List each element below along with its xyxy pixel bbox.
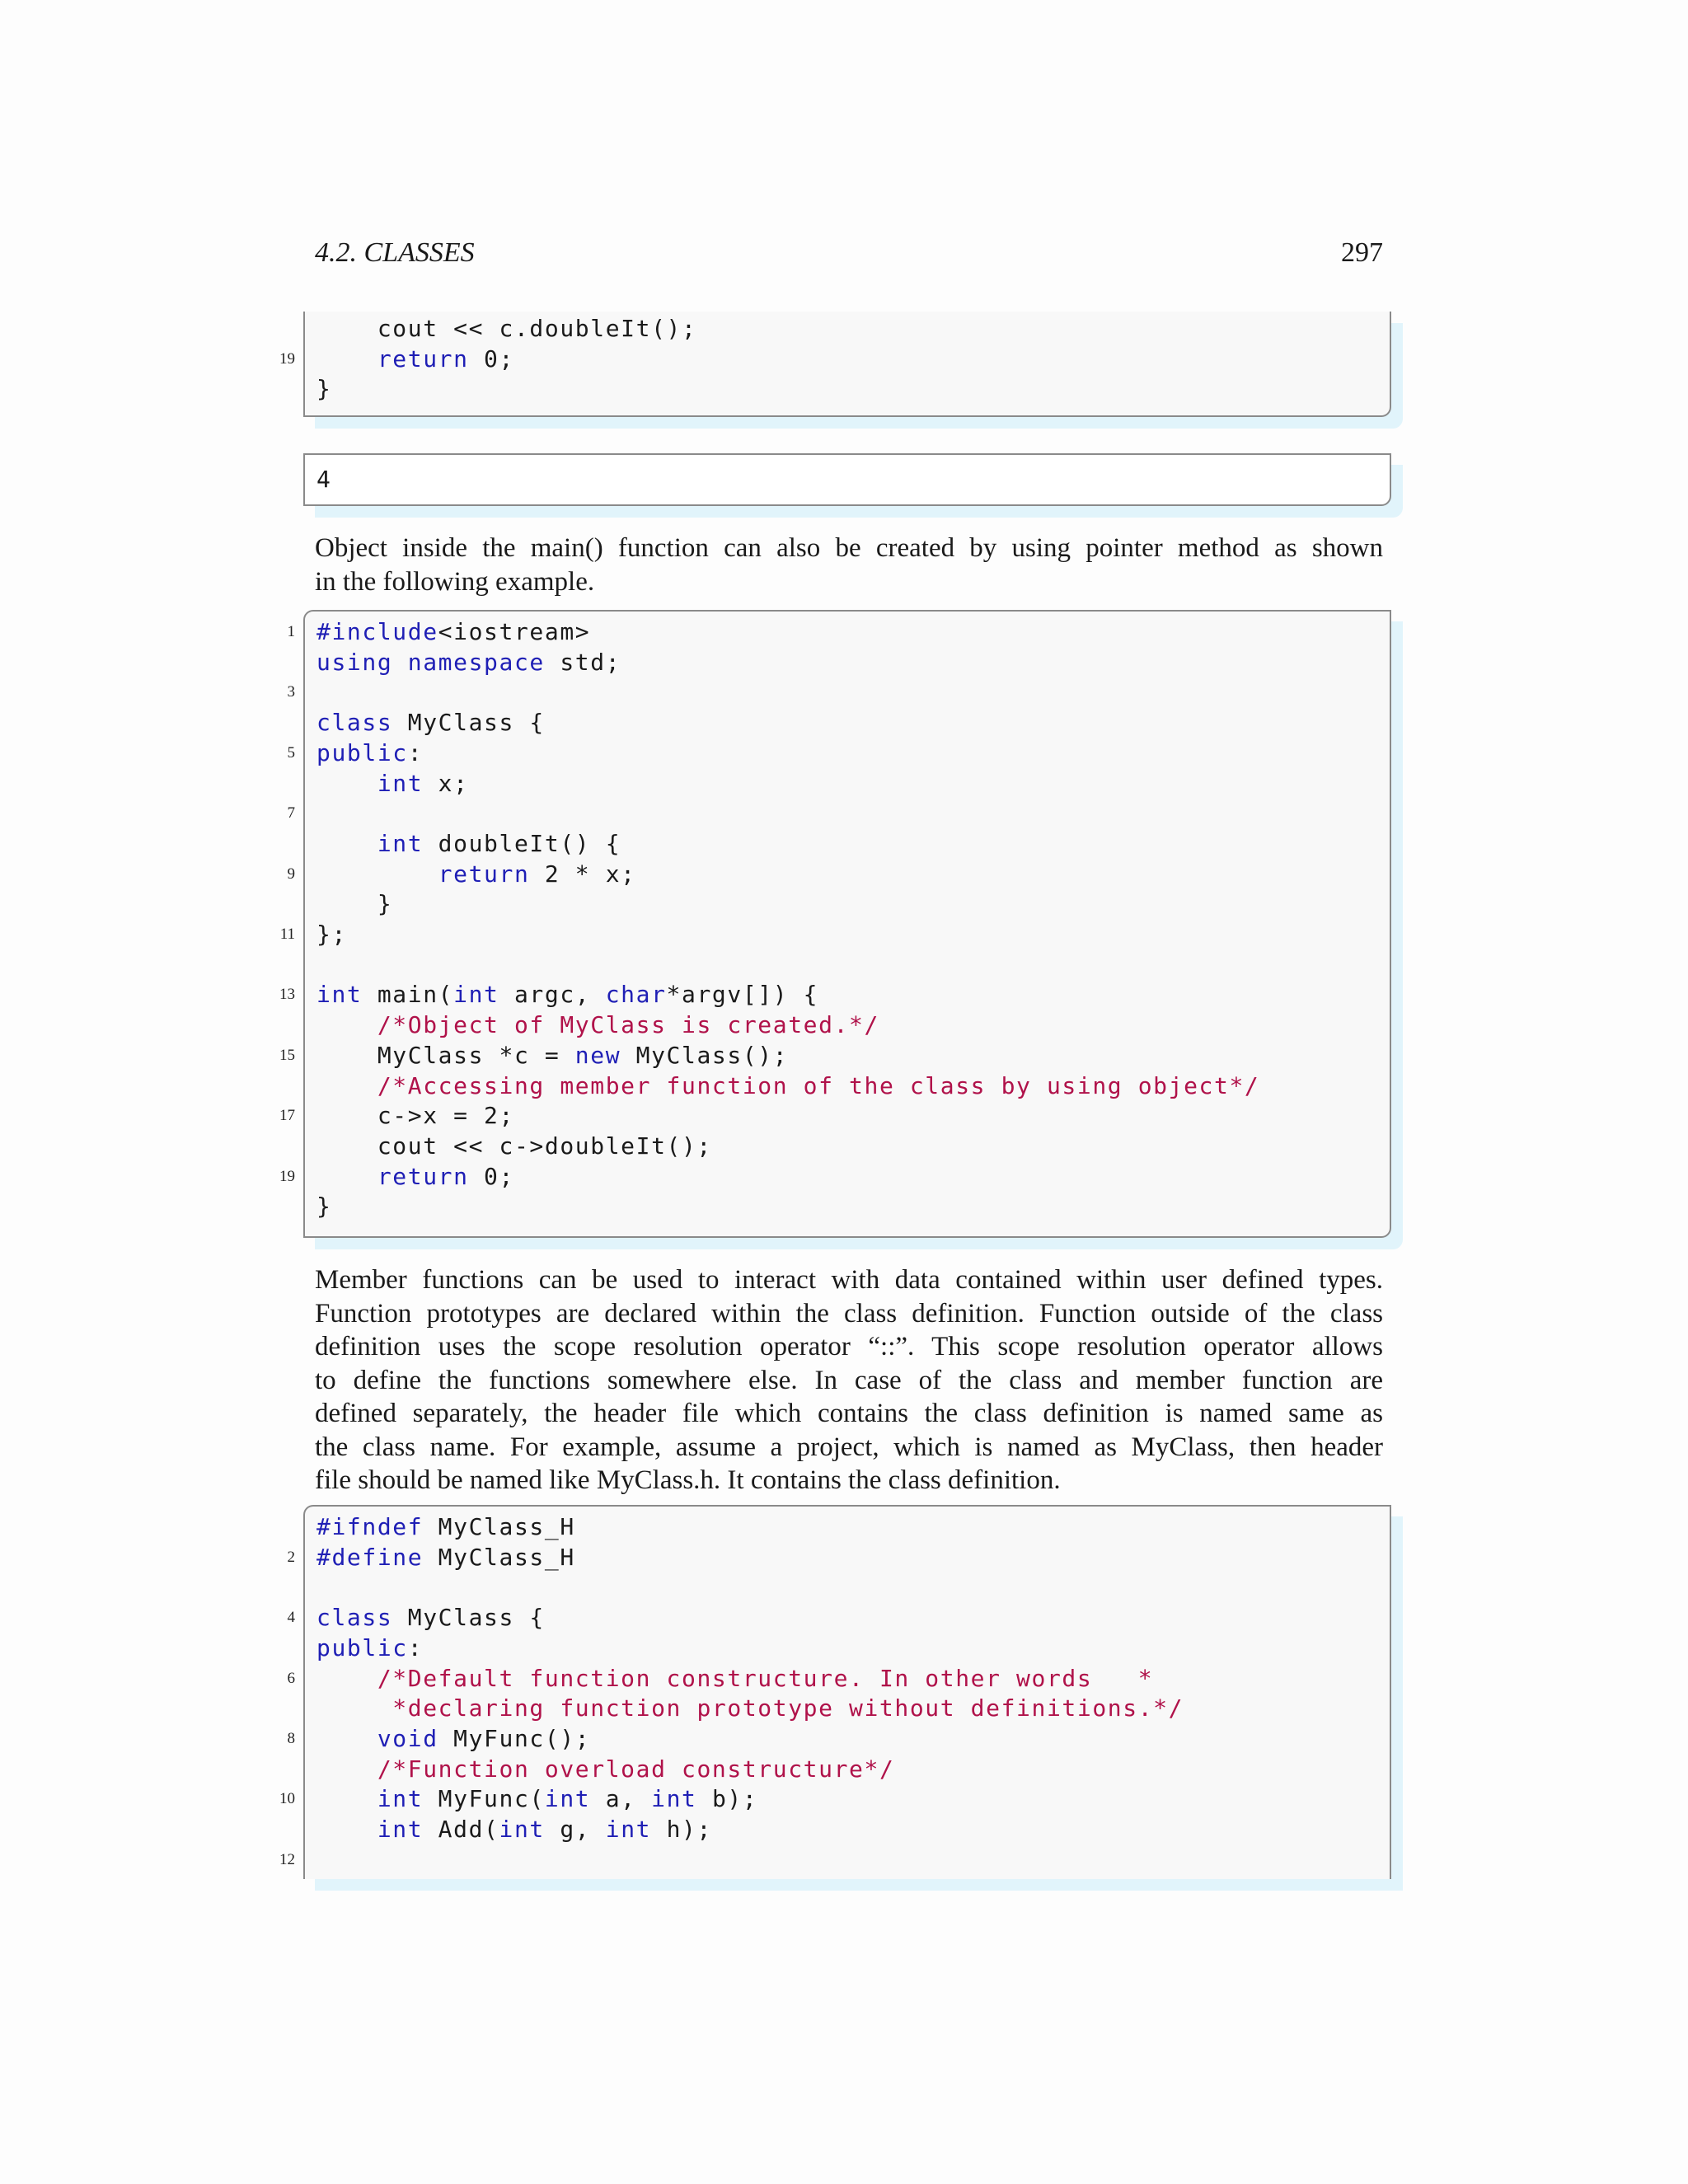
code-line bbox=[279, 979, 1390, 1010]
code-line bbox=[305, 1511, 1390, 1542]
code-text bbox=[316, 859, 636, 889]
paragraph-line: in the following example. bbox=[315, 566, 595, 597]
line-number: 13 bbox=[279, 986, 295, 1004]
paragraph-line: file should be named like MyClass.h. It contains the class definition. bbox=[315, 1465, 1061, 1495]
paragraph-line: definition uses the scope resolution operator “::”. This scope resolution operator allows bbox=[315, 1332, 1383, 1361]
code-text bbox=[316, 373, 331, 404]
code-line bbox=[287, 798, 1390, 828]
code-text bbox=[316, 1633, 423, 1663]
code-line bbox=[305, 707, 1390, 738]
code-token bbox=[316, 1072, 377, 1099]
line-number: 1 bbox=[287, 623, 295, 640]
code-listing-pointer-example bbox=[279, 610, 1391, 1238]
running-header bbox=[315, 237, 1383, 274]
code-keyword: class bbox=[316, 1604, 393, 1632]
code-token: MyClass(); bbox=[621, 1041, 789, 1069]
output-text: 4 bbox=[316, 466, 331, 493]
code-line bbox=[305, 888, 1390, 919]
code-line bbox=[305, 1191, 1390, 1221]
code-line bbox=[305, 1572, 1390, 1602]
code-token: main( bbox=[362, 981, 454, 1009]
code-token: MyClass_H bbox=[423, 1543, 575, 1571]
code-token bbox=[316, 770, 377, 797]
code-token bbox=[316, 1816, 377, 1843]
code-line bbox=[305, 373, 1390, 404]
code-keyword: #include bbox=[316, 618, 438, 645]
code-text bbox=[316, 616, 590, 647]
code-line bbox=[305, 647, 1390, 677]
code-text bbox=[316, 1542, 575, 1572]
code-line bbox=[287, 1542, 1390, 1572]
code-comment: /*Accessing member function of the class by using object*/ bbox=[377, 1071, 1260, 1099]
code-token: b); bbox=[696, 1785, 758, 1813]
line-number: 2 bbox=[287, 1548, 295, 1566]
code-token bbox=[316, 860, 438, 888]
page-number: 297 bbox=[1341, 237, 1383, 268]
code-line bbox=[279, 1161, 1390, 1192]
code-line bbox=[287, 738, 1390, 768]
code-token: argc, bbox=[499, 981, 606, 1009]
code-keyword: int bbox=[377, 829, 424, 857]
code-line bbox=[305, 313, 1390, 344]
code-line bbox=[287, 1602, 1390, 1633]
code-text bbox=[316, 1693, 1184, 1723]
code-text bbox=[316, 828, 621, 859]
paragraph-line: the class name. For example, assume a project, which is named as MyClass, then header bbox=[315, 1432, 1383, 1462]
code-keyword: int bbox=[377, 1785, 424, 1813]
code-token bbox=[316, 1725, 377, 1752]
paragraph-line: to define the functions somewhere else. In case of the class and member function are bbox=[315, 1365, 1383, 1395]
code-token: 0; bbox=[468, 1162, 514, 1190]
paragraph-line: Member functions can be used to interact with data contained within user defined types. bbox=[315, 1265, 1383, 1295]
code-keyword: int bbox=[316, 981, 363, 1009]
code-line bbox=[279, 1040, 1390, 1071]
line-number: 9 bbox=[287, 865, 295, 883]
code-text bbox=[316, 768, 469, 799]
code-keyword: void bbox=[377, 1724, 438, 1752]
code-keyword: int bbox=[499, 1816, 545, 1843]
code-line bbox=[305, 1010, 1390, 1040]
code-line bbox=[305, 949, 1390, 980]
code-text bbox=[316, 647, 621, 677]
line-number: 3 bbox=[287, 683, 295, 701]
code-token: Add( bbox=[423, 1816, 499, 1843]
code-line bbox=[305, 1693, 1390, 1723]
code-token: <iostream> bbox=[438, 618, 591, 645]
code-line bbox=[305, 1131, 1390, 1161]
code-keyword: #define bbox=[316, 1543, 424, 1571]
code-line bbox=[305, 828, 1390, 859]
code-comment: /*Function overload constructure*/ bbox=[377, 1755, 895, 1783]
code-text bbox=[316, 1161, 514, 1192]
code-line bbox=[287, 677, 1390, 707]
code-line bbox=[287, 616, 1390, 647]
code-token bbox=[316, 1665, 377, 1692]
code-text bbox=[316, 1723, 590, 1754]
line-number: 11 bbox=[279, 926, 295, 943]
program-output bbox=[303, 453, 1391, 506]
code-line bbox=[279, 344, 1390, 374]
code-text bbox=[316, 1602, 545, 1633]
code-keyword: int bbox=[605, 1816, 652, 1843]
paragraph-pointer-method bbox=[315, 532, 1383, 598]
code-keyword: char bbox=[605, 981, 667, 1009]
code-token bbox=[316, 1011, 377, 1038]
code-keyword: #ifndef bbox=[316, 1513, 424, 1540]
code-keyword: using bbox=[316, 648, 393, 676]
code-token: g, bbox=[544, 1816, 606, 1843]
code-text bbox=[316, 1663, 1153, 1694]
code-token: MyClass *c = bbox=[316, 1041, 575, 1069]
code-line bbox=[279, 1844, 1390, 1875]
code-token: MyFunc( bbox=[423, 1785, 545, 1813]
code-line bbox=[305, 1754, 1390, 1784]
code-text bbox=[316, 1100, 514, 1131]
code-token: 0; bbox=[468, 344, 514, 373]
line-number: 19 bbox=[279, 349, 295, 368]
code-token: MyFunc(); bbox=[438, 1724, 591, 1752]
line-number: 7 bbox=[287, 804, 295, 823]
paragraph-line: Function prototypes are declared within the class definition. Function outside of the class bbox=[315, 1298, 1383, 1329]
code-text bbox=[316, 1783, 757, 1814]
code-token bbox=[316, 1163, 377, 1190]
code-keyword: int bbox=[377, 1816, 424, 1843]
code-text bbox=[316, 1511, 575, 1542]
code-token: cout << c.doubleIt(); bbox=[316, 315, 697, 342]
code-keyword: int bbox=[651, 1785, 697, 1813]
code-line bbox=[287, 1663, 1390, 1694]
line-number: 12 bbox=[279, 1850, 295, 1868]
code-line bbox=[279, 1100, 1390, 1131]
code-token: } bbox=[316, 1193, 332, 1221]
code-keyword: int bbox=[544, 1785, 591, 1813]
code-text bbox=[316, 707, 545, 738]
code-token: : bbox=[407, 1633, 424, 1661]
code-token: } bbox=[316, 890, 393, 918]
code-keyword: return bbox=[377, 1162, 469, 1190]
line-number: 19 bbox=[279, 1167, 295, 1185]
code-line bbox=[287, 1723, 1390, 1754]
code-token: : bbox=[407, 738, 424, 766]
line-number: 5 bbox=[287, 743, 295, 762]
code-text bbox=[316, 1071, 1259, 1101]
code-text bbox=[316, 1131, 712, 1161]
code-token: MyClass { bbox=[392, 709, 545, 737]
section-title: 4.2. CLASSES bbox=[315, 237, 475, 268]
line-number: 8 bbox=[287, 1729, 295, 1747]
code-token: }; bbox=[316, 921, 347, 948]
code-keyword: public bbox=[316, 738, 408, 766]
code-line bbox=[305, 1071, 1390, 1101]
code-token: c->x = 2; bbox=[316, 1102, 514, 1130]
code-token: MyClass_H bbox=[423, 1513, 575, 1540]
code-text bbox=[316, 979, 818, 1010]
line-number: 4 bbox=[287, 1609, 295, 1627]
code-text bbox=[316, 1814, 712, 1844]
code-keyword: int bbox=[453, 981, 499, 1009]
code-token: 2 * x; bbox=[529, 860, 636, 888]
paragraph-line: defined separately, the header file which contains the class definition is named same as bbox=[315, 1399, 1383, 1428]
code-line bbox=[279, 1783, 1390, 1814]
code-text bbox=[316, 1040, 788, 1071]
code-keyword: namespace bbox=[407, 648, 545, 676]
code-token: h); bbox=[651, 1816, 712, 1843]
code-text bbox=[316, 344, 514, 374]
paragraph-line: Object inside the main() function can also be created by using pointer method as shown bbox=[315, 533, 1383, 563]
code-token bbox=[316, 1755, 377, 1783]
code-line bbox=[305, 1814, 1390, 1844]
code-token: std; bbox=[544, 648, 621, 676]
code-text bbox=[316, 313, 696, 344]
line-number: 15 bbox=[279, 1046, 295, 1064]
code-keyword: public bbox=[316, 1633, 408, 1661]
code-token bbox=[316, 345, 377, 373]
code-listing-continued bbox=[279, 312, 1391, 417]
code-keyword: new bbox=[574, 1041, 621, 1069]
code-line bbox=[305, 1633, 1390, 1663]
code-token bbox=[316, 1694, 392, 1722]
code-keyword: return bbox=[438, 860, 530, 888]
line-number: 10 bbox=[279, 1790, 295, 1808]
code-comment: /*Object of MyClass is created.*/ bbox=[377, 1011, 879, 1039]
code-token: MyClass { bbox=[392, 1604, 545, 1632]
code-token bbox=[316, 1785, 377, 1812]
code-token bbox=[392, 649, 407, 676]
code-listing-header-file bbox=[279, 1505, 1391, 1879]
code-text bbox=[316, 1754, 894, 1784]
code-line bbox=[279, 919, 1390, 949]
code-token: cout << c->doubleIt(); bbox=[316, 1132, 712, 1160]
code-text bbox=[316, 888, 392, 919]
code-keyword: return bbox=[377, 344, 469, 373]
line-number: 6 bbox=[287, 1669, 295, 1687]
code-token: *argv[]) { bbox=[666, 981, 819, 1009]
code-line bbox=[287, 859, 1390, 889]
code-keyword: class bbox=[316, 709, 393, 737]
code-token bbox=[316, 830, 377, 857]
code-keyword: int bbox=[377, 769, 424, 797]
code-token: } bbox=[316, 375, 332, 403]
code-line bbox=[305, 768, 1390, 799]
code-text bbox=[316, 919, 347, 949]
code-text bbox=[316, 738, 423, 768]
code-token: a, bbox=[590, 1785, 652, 1813]
code-comment: /*Default function constructure. In other words * bbox=[377, 1664, 1154, 1692]
paragraph-member-functions bbox=[315, 1263, 1383, 1497]
code-token: doubleIt() { bbox=[423, 829, 621, 857]
code-text bbox=[316, 1010, 879, 1040]
code-comment: *declaring function prototype without definitions.*/ bbox=[392, 1694, 1184, 1722]
code-text bbox=[316, 1191, 331, 1221]
line-number: 17 bbox=[279, 1107, 295, 1125]
code-token: x; bbox=[423, 769, 469, 797]
